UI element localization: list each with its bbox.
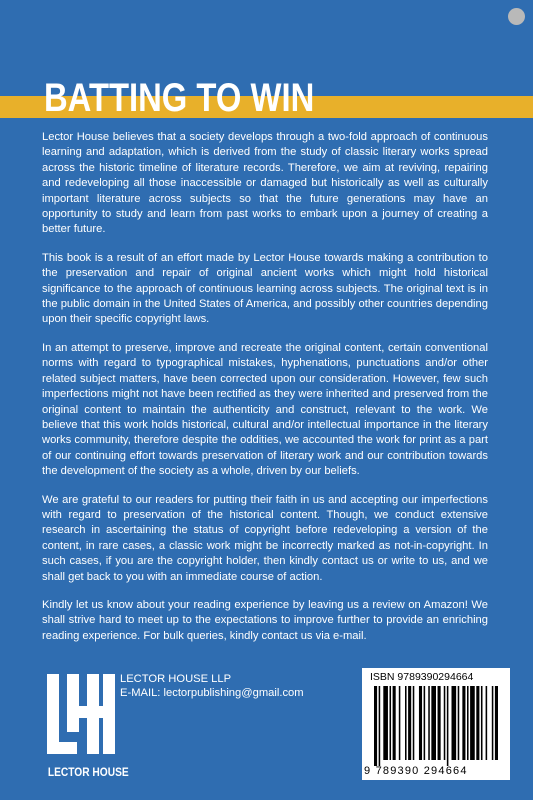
blurb-paragraph-2: This book is a result of an effort made by Lector House towards making a contribution to the preservation and repair of original ancient works which might hold historical significance to the approach of continuous learning across subjects. The original text is in the public domain in the United States of America, and possibly other countries depending upon their specific copyright laws. bbox=[42, 251, 488, 326]
corner-badge bbox=[508, 8, 525, 25]
lector-house-logo-icon bbox=[45, 672, 117, 756]
barcode-icon bbox=[368, 686, 504, 766]
barcode-digits: 9 789390 294664 bbox=[364, 765, 468, 777]
isbn-barcode bbox=[362, 668, 510, 780]
back-cover-blurb bbox=[42, 130, 488, 657]
blurb-paragraph-5: Kindly let us know about your reading experience by leaving us a review on Amazon! We shall strive hard to meet up to the expectations to improve further to provide an enriching reading experience. For bulk queries, kindly contact us via e-mail. bbox=[42, 598, 488, 642]
blurb-paragraph-1: Lector House believes that a society develops through a two-fold approach of continuous learning and adaptation, which is derived from the study of classic literary works spread across the historic timeline of literature records. Therefore, we aim at reviving, repairing and redeveloping all those inaccessible or damaged but historically as well as culturally important literature across subjects so that the future generations may have an opportunity to study and learn from past works to embark upon a journey of creating a better future. bbox=[42, 131, 488, 236]
publisher-name: LECTOR HOUSE LLP bbox=[120, 673, 232, 685]
publisher-logo bbox=[42, 672, 129, 784]
publisher-email: E-MAIL: lectorpublishing@gmail.com bbox=[120, 687, 304, 699]
blurb-paragraph-4: We are grateful to our readers for putting their faith in us and accepting our imperfections with regard to preservation of the historical content. Though, we conduct extensive research in ascertaining the status of copyright before redeveloping a version of the content, in rare cases, a classic work might be incorrectly marked as not-in-copyright. In such cases, if you are the copyright holder, then kindly contact us or write to us, and we shall get back to you with an immediate course of action. bbox=[42, 493, 488, 583]
logo-wordmark: LECTOR HOUSE bbox=[47, 765, 129, 779]
book-title: BATTING TO WIN bbox=[44, 76, 315, 120]
isbn-label: ISBN 9789390294664 bbox=[370, 671, 474, 683]
publisher-info bbox=[120, 672, 304, 700]
blurb-paragraph-3: In an attempt to preserve, improve and recreate the original content, certain conventional norms with regard to typographical mistakes, hyphenations, punctuations and/or other related subject matters, have been corrected upon our consideration. However, few such imperfections might not have been rectified as they were inherited and preserved from the original content to maintain the authenticity and construct, relevant to the work. We believe that this work holds historical, cultural and/or intellectual importance in the literary works community, therefore despite the oddities, we accounted the work for print as a part of our continuing effort towards preservation of literary work and our contribution towards the development of the society as a whole, driven by our beliefs. bbox=[42, 341, 488, 478]
